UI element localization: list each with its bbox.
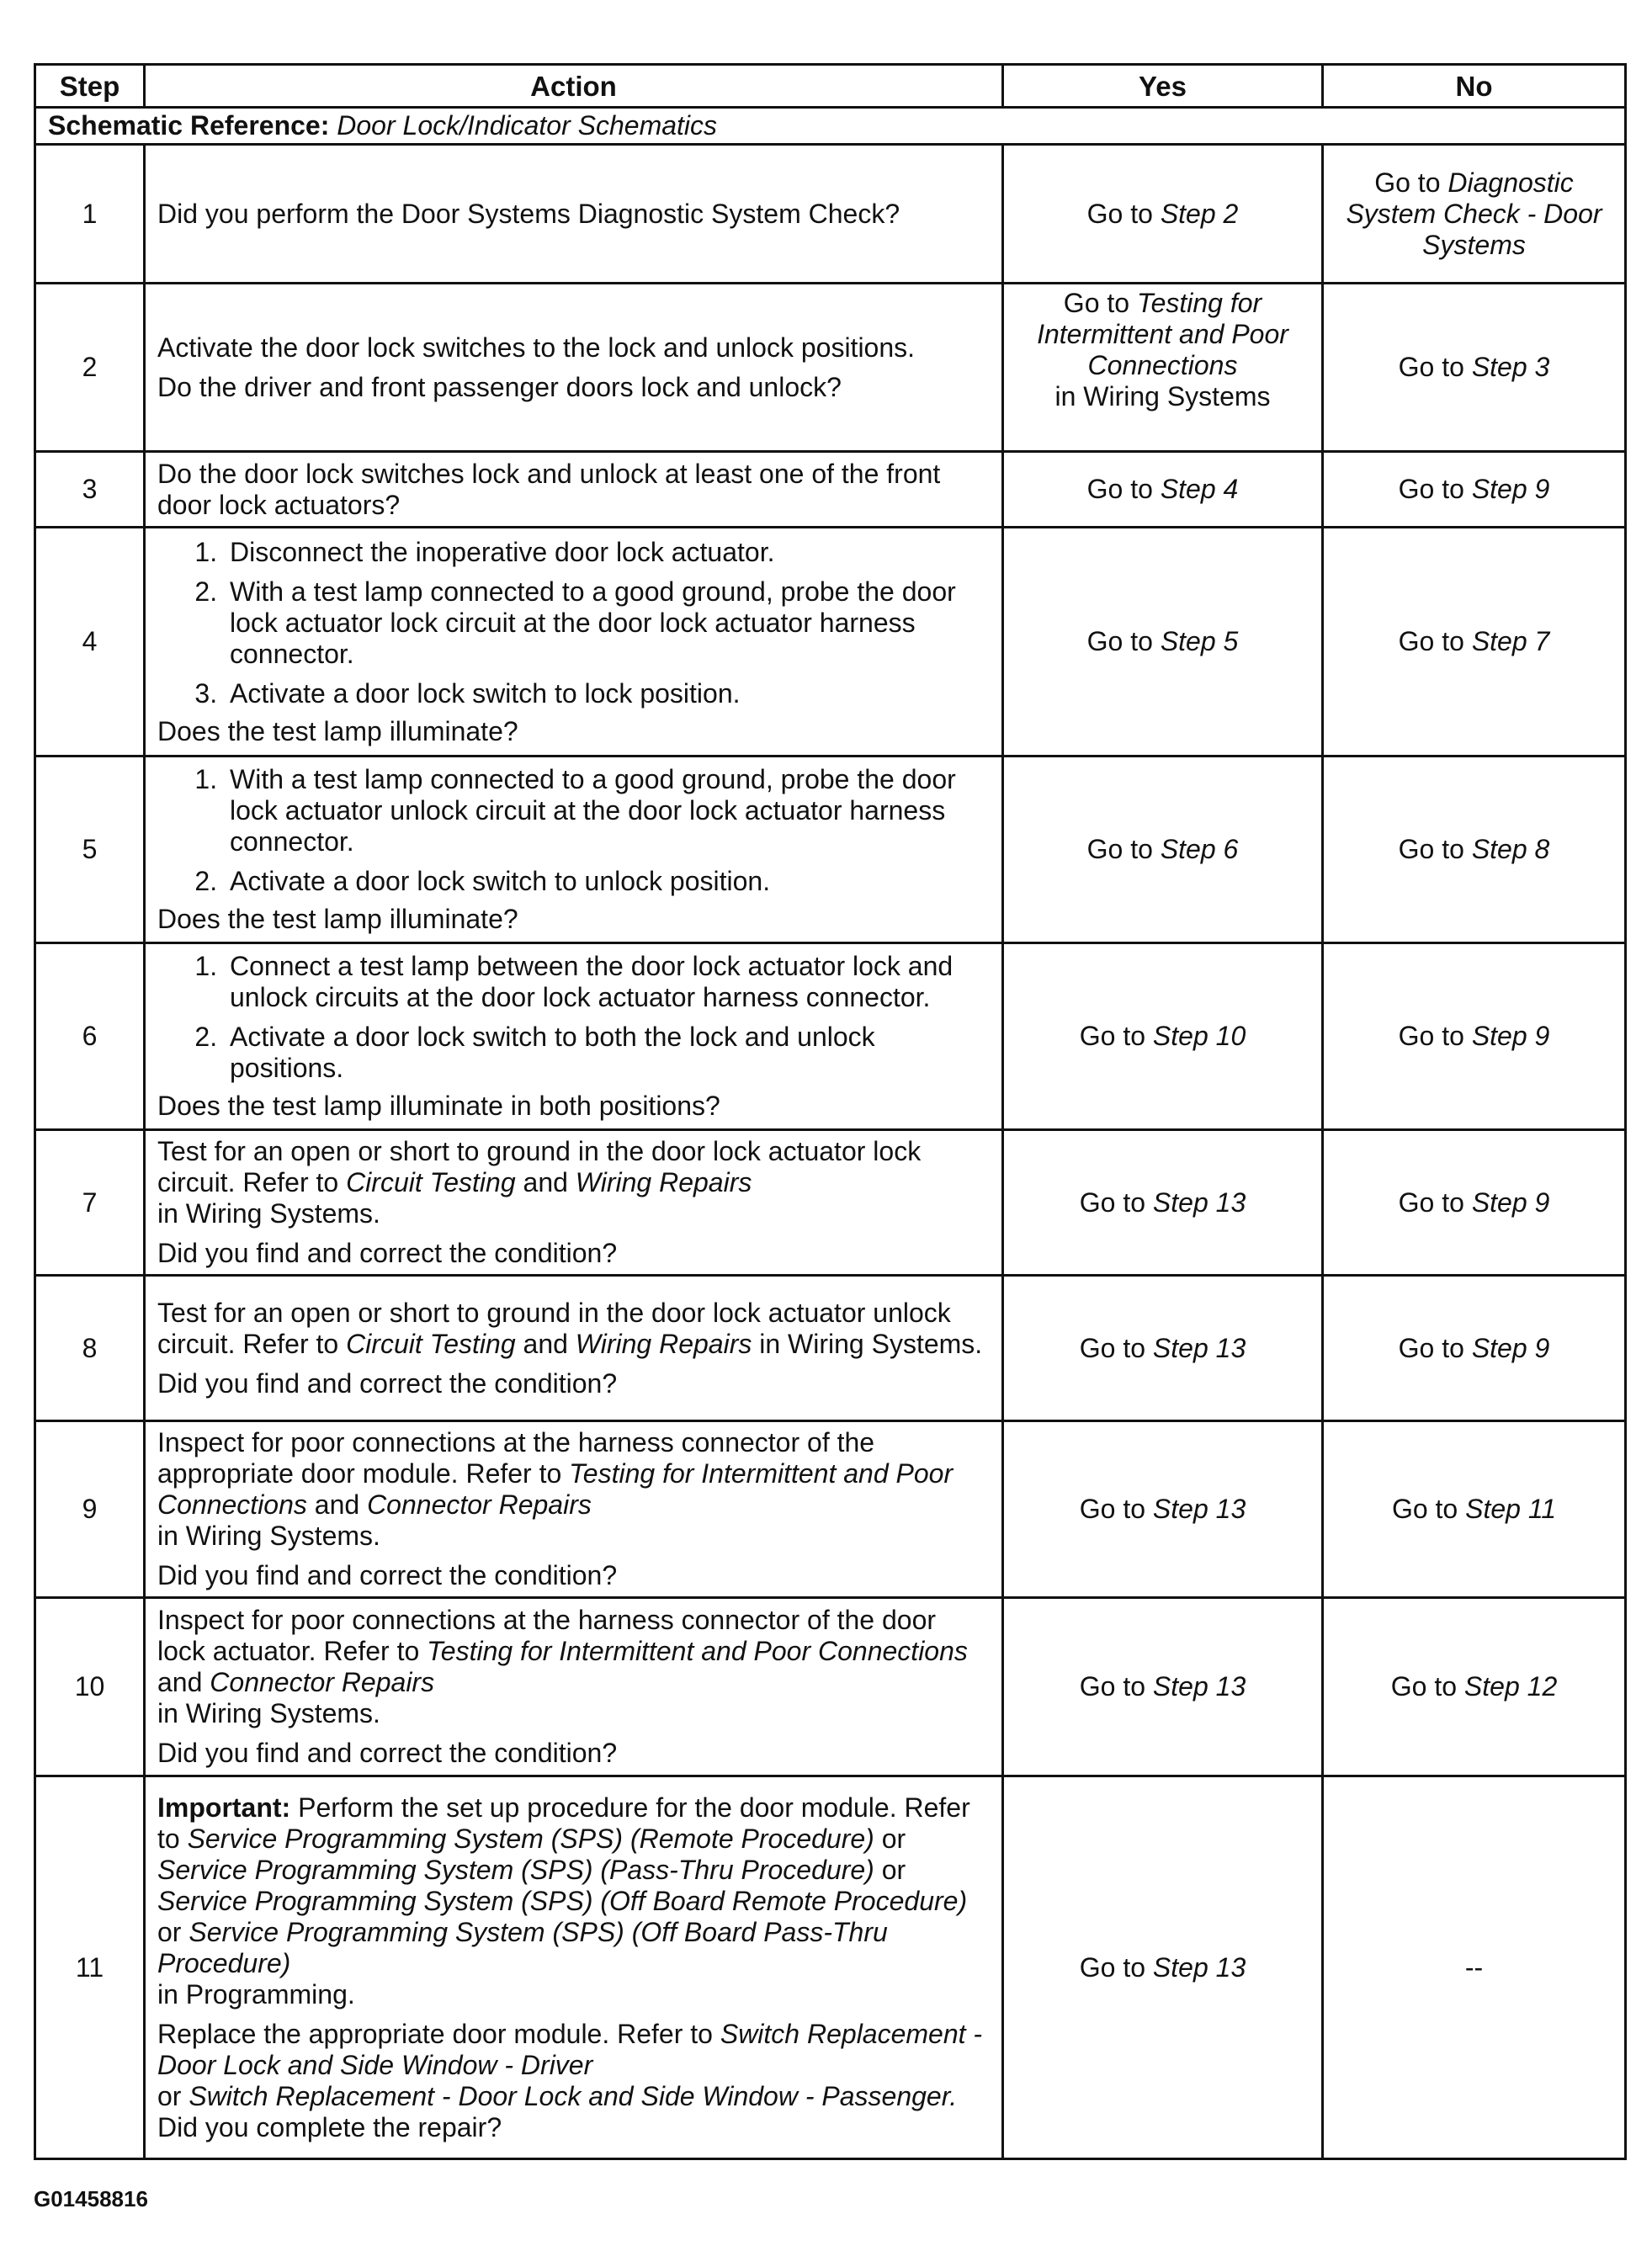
step-instruction: Replace the appropriate door module. Refer to Switch Replacement - Door Lock and Side Window - Driver or Switch Replacement - Door Lock and Side Window - Passenger. [157,2018,983,2111]
no-link[interactable]: Step 11 [1465,1494,1557,1524]
step-row-2 [35,284,1626,452]
important-note: Important: Perform the set up procedure for the door module. Refer to Service Programming System (SPS) (Remote Procedure) or Service Programming System (SPS) (Pass-Thru Procedure) or Service Programming System (SPS) (Off Board Remote Procedure) or Service Programming System (SPS) (Off Board Pass-Thru Procedure) in Programming. [157,1792,970,2010]
step-question: Did you find and correct the condition? [157,1738,618,1768]
step-question: Did you perform the Door Systems Diagnostic System Check? [157,198,900,229]
reference-label: Schematic Reference: [48,110,330,141]
step-row-9 [35,1421,1626,1598]
yes-link[interactable]: Step 2 [1160,198,1239,229]
header-step: Step [35,65,145,108]
step-question: Did you complete the repair? [157,2111,502,2142]
reference-link[interactable]: Circuit Testing [346,1328,516,1359]
step-question: Do the driver and front passenger doors lock and unlock? [157,371,842,402]
yes-cell: Go to Step 13 [1003,1130,1323,1276]
yes-link[interactable]: Step 5 [1160,626,1239,656]
step-number: 4 [35,528,145,757]
yes-cell: Go to Step 2 [1003,145,1323,284]
step-action [145,528,1003,757]
step-action [145,1776,1003,2159]
reference-link[interactable]: Service Programming System (SPS) (Pass-Thru Procedure) [157,1854,874,1885]
step-question: Did you find and correct the condition? [157,1367,618,1399]
step-row-1 [35,145,1626,284]
step-action [145,452,1003,528]
diagnostic-table [34,63,1627,2160]
step-list [157,537,990,709]
header-action: Action [145,65,1003,108]
yes-cell: Go to Step 13 [1003,1276,1323,1421]
yes-link[interactable]: Step 10 [1152,1021,1246,1051]
no-link[interactable]: Step 8 [1471,834,1550,864]
figure-id: G01458816 [34,2186,148,2211]
step-action [145,1598,1003,1776]
no-cell: Go to Step 7 [1323,528,1626,757]
header-yes: Yes [1003,65,1323,108]
no-link[interactable]: Step 3 [1471,352,1550,382]
step-action [145,943,1003,1130]
no-cell: Go to Step 8 [1323,757,1626,943]
header-row [35,65,1626,108]
yes-cell: Go to Step 13 [1003,1598,1323,1776]
header-no: No [1323,65,1626,108]
step-question: Did you find and correct the condition? [157,1560,618,1590]
step-number: 11 [35,1776,145,2159]
reference-link[interactable]: Wiring Repairs [575,1167,752,1197]
step-list [157,951,990,1084]
step-row-8 [35,1276,1626,1421]
no-link[interactable]: Step 7 [1471,626,1550,656]
no-link[interactable]: Step 9 [1471,1187,1550,1218]
yes-cell: Go to Step 6 [1003,757,1323,943]
no-link[interactable]: Step 9 [1471,1332,1550,1363]
reference-link[interactable]: Connector Repairs [210,1667,435,1697]
yes-link[interactable]: Step 13 [1152,1494,1246,1524]
step-question: Does the test lamp illuminate? [157,904,518,934]
step-instruction: Test for an open or short to ground in the door lock actuator unlock circuit. Refer to Circuit Testing and Wiring Repairs in Wiring Systems. [157,1297,983,1359]
step-row-7 [35,1130,1626,1276]
no-cell: Go to Step 9 [1323,1130,1626,1276]
yes-link[interactable]: Step 13 [1152,1951,1246,1983]
step-question: Does the test lamp illuminate in both positions? [157,1091,720,1121]
step-row-4 [35,528,1626,757]
step-row-6 [35,943,1626,1130]
step-row-3 [35,452,1626,528]
step-number: 1 [35,145,145,284]
step-number: 6 [35,943,145,1130]
step-row-5 [35,757,1626,943]
step-instruction: Inspect for poor connections at the harness connector of the appropriate door module. Refer to Testing for Intermittent and Poor Connections and Connector Repairs in Wiring Systems. [157,1427,953,1551]
step-action [145,145,1003,284]
step-action [145,1130,1003,1276]
step-number: 2 [35,284,145,452]
reference-link[interactable]: Circuit Testing [346,1167,516,1197]
reference-link[interactable]: Connector Repairs [367,1489,592,1520]
no-cell: Go to Step 12 [1323,1598,1626,1776]
no-cell: Go to Step 3 [1323,284,1626,452]
no-cell: Go to Step 9 [1323,943,1626,1130]
list-item: 1. Disconnect the inoperative door lock actuator. [225,537,990,568]
list-item: 2. With a test lamp connected to a good ground, probe the door lock actuator lock circuit at the door lock actuator harness connector. [225,576,990,670]
no-link[interactable]: Diagnostic System Check - Door Systems [1346,167,1602,260]
step-number: 9 [35,1421,145,1598]
reference-link[interactable]: Service Programming System (SPS) (Off Board Pass-Thru Procedure) [157,1916,888,1978]
list-item: 1. With a test lamp connected to a good ground, probe the door lock actuator unlock circuit at the door lock actuator harness connector. [225,764,990,857]
no-link[interactable]: Step 12 [1463,1671,1558,1702]
list-item: 2. Activate a door lock switch to unlock position. [225,866,990,897]
step-action [145,757,1003,943]
reference-link[interactable]: Switch Replacement - Door Lock and Side Window - Driver [157,2018,983,2080]
step-row-11 [35,1776,1626,2159]
step-question: Did you find and correct the condition? [157,1238,618,1268]
schematic-reference [35,108,1626,145]
step-number: 7 [35,1130,145,1276]
reference-link[interactable]: Switch Replacement - Door Lock and Side Window - Passenger. [189,2080,958,2111]
no-cell: Go to Step 9 [1323,1276,1626,1421]
step-action [145,1421,1003,1598]
step-action [145,284,1003,452]
no-cell: Go to Step 11 [1323,1421,1626,1598]
step-instruction: Test for an open or short to ground in the door lock actuator lock circuit. Refer to Circuit Testing and Wiring Repairs in Wiring Systems. [157,1136,922,1229]
step-question: Does the test lamp illuminate? [157,715,518,746]
step-number: 8 [35,1276,145,1421]
step-number: 10 [35,1598,145,1776]
step-number: 5 [35,757,145,943]
yes-cell: Go to Step 5 [1003,528,1323,757]
no-cell: Go to Diagnostic System Check - Door Systems [1323,145,1626,284]
yes-cell: Go to Step 10 [1003,943,1323,1130]
yes-link[interactable]: Testing for Intermittent and Poor Connections [1037,288,1288,380]
no-cell: -- [1323,1776,1626,2159]
yes-cell: Go to Step 13 [1003,1776,1323,2159]
no-cell: Go to Step 9 [1323,452,1626,528]
yes-cell: Go to Testing for Intermittent and Poor Connections in Wiring Systems [1003,284,1323,452]
step-action [145,1276,1003,1421]
list-item: 2. Activate a door lock switch to both the lock and unlock positions. [225,1022,990,1084]
no-link[interactable]: Step 9 [1471,474,1550,504]
list-item: 3. Activate a door lock switch to lock position. [225,678,990,709]
yes-link[interactable]: Step 13 [1152,1671,1246,1702]
reference-link[interactable]: Door Lock/Indicator Schematics [337,110,718,141]
yes-link[interactable]: Step 4 [1160,474,1239,504]
step-row-10 [35,1598,1626,1776]
yes-link[interactable]: Step 13 [1152,1332,1246,1363]
schematic-reference-row [35,108,1626,145]
yes-tail: in Wiring Systems [1054,381,1271,411]
yes-link[interactable]: Step 13 [1152,1187,1246,1218]
yes-link[interactable]: Step 6 [1160,834,1239,864]
no-link[interactable]: Step 9 [1471,1021,1550,1051]
reference-link[interactable]: Wiring Repairs [575,1328,752,1359]
list-item: 1. Connect a test lamp between the door lock actuator lock and unlock circuits at the door lock actuator harness connector. [225,951,990,1013]
step-number: 3 [35,452,145,528]
step-instruction: Inspect for poor connections at the harness connector of the door lock actuator. Refer to Testing for Intermittent and Poor Connections and Connector Repairs in Wiring Systems. [157,1605,968,1728]
reference-link[interactable]: Service Programming System (SPS) (Off Board Remote Procedure) [157,1885,968,1916]
yes-cell: Go to Step 13 [1003,1421,1323,1598]
important-label: Important: [157,1792,291,1823]
reference-link[interactable]: Service Programming System (SPS) (Remote Procedure) [187,1823,874,1854]
step-question: Do the door lock switches lock and unlock at least one of the front door lock actuators? [157,458,941,520]
reference-link[interactable]: Testing for Intermittent and Poor Connections [427,1636,968,1666]
yes-cell: Go to Step 4 [1003,452,1323,528]
step-instruction: Activate the door lock switches to the lock and unlock positions. [157,332,916,363]
step-list [157,764,990,897]
reference-link[interactable]: Testing for Intermittent and Poor Connections [157,1458,953,1520]
